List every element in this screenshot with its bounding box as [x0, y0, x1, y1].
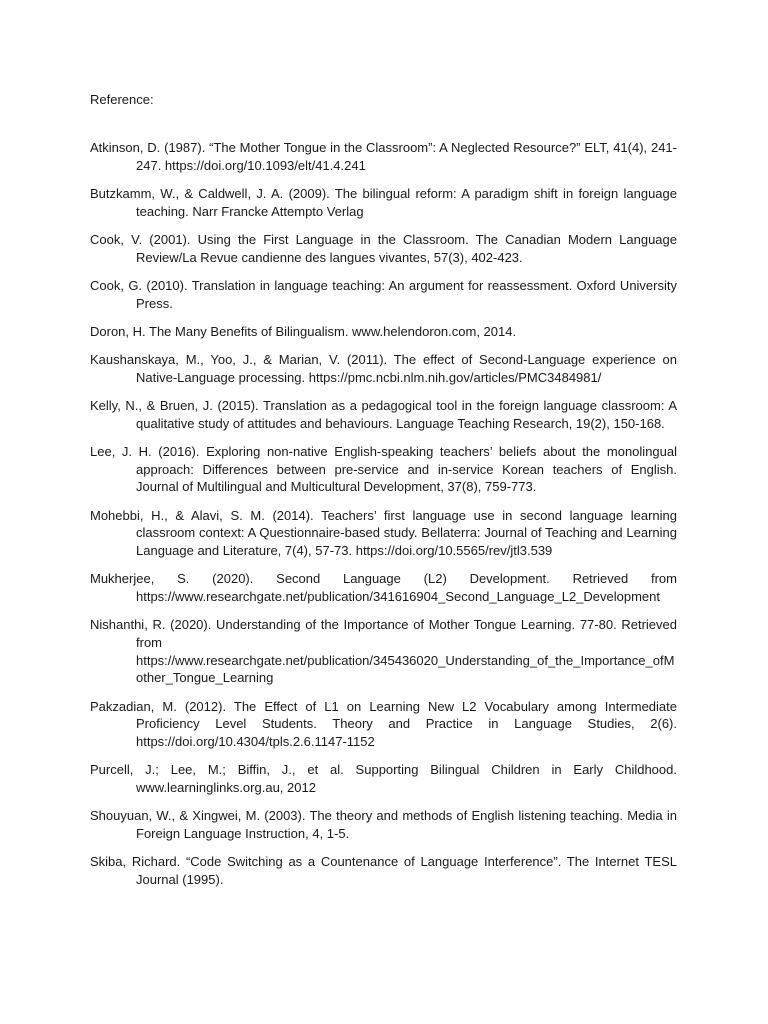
reference-entry-butzkamm-2009: Butzkamm, W., & Caldwell, J. A. (2009). The bilingual reform: A paradigm shift in foreign language teaching. Narr Francke Attempto Verlag	[90, 185, 677, 219]
reference-heading: Reference:	[90, 92, 154, 107]
reference-entry-kaushanskaya-2011: Kaushanskaya, M., Yoo, J., & Marian, V. (2011). The effect of Second-Language experience on Native-Language processing. https://pmc.ncbi.nlm.nih.gov/articles/PMC3484981/	[90, 352, 677, 385]
document-page	[90, 91, 677, 899]
reference-entry-pakzadian-2012: Pakzadian, M. (2012). The Effect of L1 on Learning New L2 Vocabulary among Intermediate Proficiency Level Students. Theory and Practice in Language Studies, 2(6). https://doi.org/10.4304/tpls.2.6.1147-1152	[90, 698, 677, 749]
reference-entry-skiba-1995: Skiba, Richard. “Code Switching as a Countenance of Language Interference”. The Internet TESL Journal (1995).	[90, 854, 677, 887]
reference-entry-mukherjee-2020: Mukherjee, S. (2020). Second Language (L2) Development. Retrieved from https://www.researchgate.net/publication/341616904_Second_Language_L2_Development	[90, 571, 677, 605]
reference-list	[90, 139, 677, 888]
reference-entry-nishanthi-2020: Nishanthi, R. (2020). Understanding of the Importance of Mother Tongue Learning. 77-80. Retrieved from https://www.researchgate.net/publication/345436020_Understanding_of_the_Importance_ofMother_Tongue_Learning	[90, 617, 677, 686]
reference-entry-lee-2016: Lee, J. H. (2016). Exploring non-native English-speaking teachers’ beliefs about the monolingual approach: Differences between pre-service and in-service Korean teachers of English. Journal of Multilingual and Multicultural Development, 37(8), 759-773.	[90, 444, 677, 495]
reference-entry-doron-2014: Doron, H. The Many Benefits of Bilingualism. www.helendoron.com, 2014.	[90, 323, 517, 339]
reference-entry-kelly-2015: Kelly, N., & Bruen, J. (2015). Translation as a pedagogical tool in the foreign language classroom: A qualitative study of attitudes and behaviours. Language Teaching Research, 19(2), 150-168.	[90, 398, 677, 431]
reference-entry-mohebbi-2014: Mohebbi, H., & Alavi, S. M. (2014). Teachers’ first language use in second language learning classroom context: A Questionnaire-based study. Bellaterra: Journal of Teaching and Learning Language and Literature, 7(4), 57-73. https://doi.org/10.5565/rev/jtl3.539	[90, 507, 677, 559]
reference-entry-cook-2010: Cook, G. (2010). Translation in language teaching: An argument for reassessment. Oxford University Press.	[90, 277, 677, 311]
reference-entry-atkinson-1987: Atkinson, D. (1987). “The Mother Tongue in the Classroom”: A Neglected Resource?” ELT, 41(4), 241-247. https://doi.org/10.1093/elt/41.4.241	[90, 140, 677, 173]
reference-entry-shouyuan-2003: Shouyuan, W., & Xingwei, M. (2003). The theory and methods of English listening teaching. Media in Foreign Language Instruction, 4, 1-5.	[90, 808, 677, 841]
reference-entry-purcell-2012: Purcell, J.; Lee, M.; Biffin, J., et al. Supporting Bilingual Children in Early Childhood. www.learninglinks.org.au, 2012	[90, 762, 677, 795]
reference-entry-cook-2001: Cook, V. (2001). Using the First Language in the Classroom. The Canadian Modern Language Review/La Revue candienne des langues vivantes, 57(3), 402-423.	[90, 231, 677, 265]
